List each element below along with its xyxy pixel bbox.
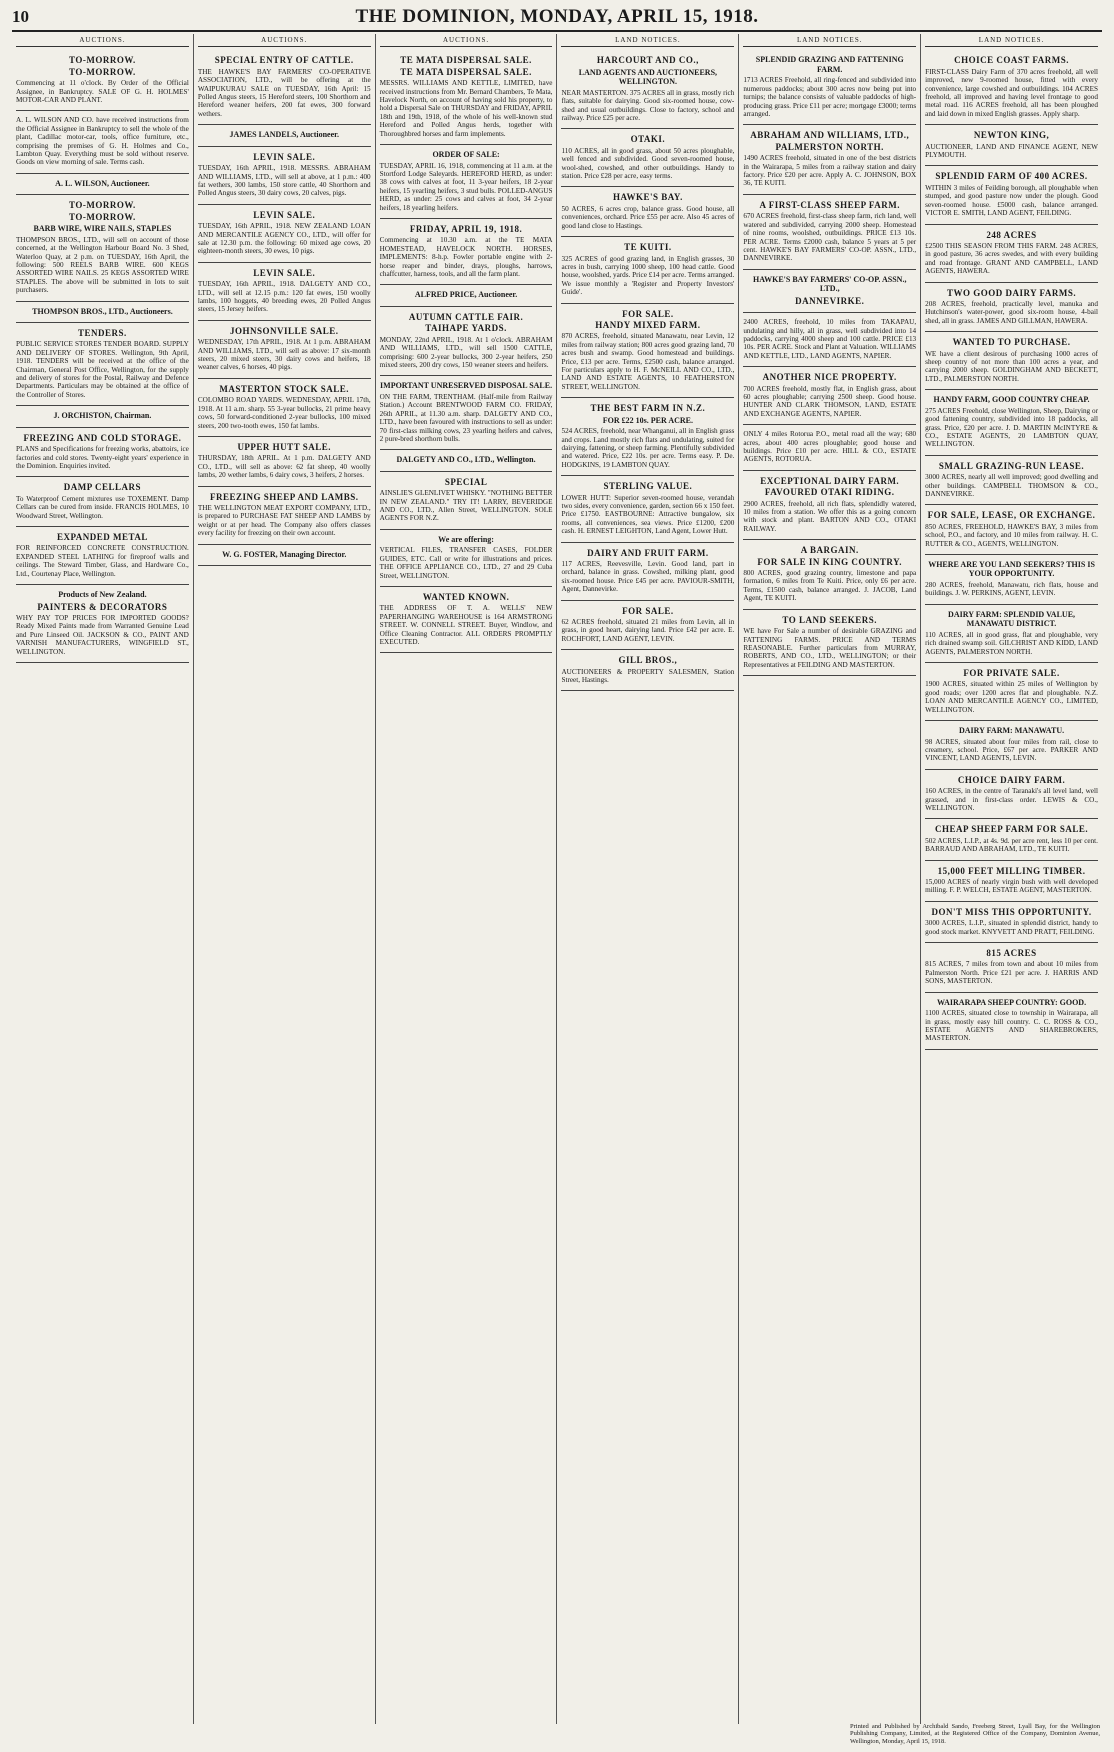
ad-heading: TO-MORROW.	[69, 200, 136, 211]
ad-heading: FOR SALE IN KING COUNTRY.	[757, 556, 903, 567]
advertisement	[925, 332, 1098, 390]
ad-body: AINSLIE'S GLENLIVET WHISKY. "NOTHING BETTER IN NEW ZEALAND." TRY IT! LARRY, BEVERIDGE AND CO., LTD., Allen Street, WELLINGTON. SOLE AGENTS FOR N.Z.	[379, 489, 553, 523]
advertisement	[16, 428, 189, 478]
ad-body: 700 ACRES freehold, mostly flat, in English grass, about 60 acres ploughable; carrying 2500 sheep. Good house. HUNTER AND CLARK THOMSON, LAND, ESTATE AND EXCHANGE AGENTS, NAPIER.	[743, 384, 917, 418]
ad-body: 502 ACRES, L.I.P., at 4s. 9d. per acre rent, less 10 per cent. BARRAUD AND ABRAHAM, LTD., TE KUITI.	[925, 836, 1098, 854]
advertisement	[925, 505, 1098, 555]
ad-heading: HAWKE'S BAY.	[612, 192, 683, 203]
advertisement	[925, 283, 1098, 333]
ad-heading: A. L. WILSON, Auctioneer.	[55, 178, 150, 188]
advertisement	[743, 367, 916, 425]
ad-heading: BARB WIRE, WIRE NAILS, STAPLES	[33, 224, 172, 234]
ad-heading: A FIRST-CLASS SHEEP FARM.	[759, 199, 900, 210]
advertisement	[380, 587, 553, 653]
advertisement	[561, 237, 734, 303]
ad-heading: PALMERSTON NORTH.	[775, 141, 884, 152]
advertisement	[16, 323, 189, 406]
advertisement	[925, 993, 1098, 1050]
ad-body: 325 ACRES of good grazing land, in English grasses, 30 acres in bush, carrying 1000 sheep, 100 head cattle. Good house, woolshed, yards. Price £14 per acre. Terms arranged. We issue monthly a 'Register and Property Investors' Guide'.	[561, 254, 735, 297]
ad-body: 870 ACRES, freehold, situated Manawatu, near Levin, 12 miles from railway station; 800 acres good grazing land, 70 acres bush and swamp. Good homestead and buildings. Price, £13 per acre. Terms, £2500 cash, balance arranged. For particulars apply to H. F. McNEILL AND CO., LTD., LAND AND ESTATE AGENTS, 10 FEATHERSTON STREET, WELLINGTON.	[561, 332, 735, 391]
ad-body: WE have a client desirous of purchasing 1000 acres of sheep country of not more than 100 acres a year, and carrying 2000 sheep. GOLDINGHAM AND BECKETT, LTD., PALMERSTON NORTH.	[925, 349, 1098, 383]
advertisement	[743, 540, 916, 609]
advertisement	[925, 770, 1098, 820]
ad-body: 1713 ACRES Freehold, all ring-fenced and subdivided into numerous paddocks; about 300 acres now being put into turnips; the balance consists of valuable paddocks of high-producing grass. Price £11 per acre; mortgage £3000; terms arranged.	[743, 76, 917, 119]
ad-body: TUESDAY, 16th APRIL, 1918. NEW ZEALAND LOAN AND MERCANTILE AGENCY CO., LTD., will offer for sale at 12.30 p.m. the following: 60 mixed age cows, 20 eighteen-month steers, 30 ewes, 10 pigs.	[197, 222, 371, 256]
advertisement	[198, 125, 371, 147]
ad-heading: WHERE ARE YOU LAND SEEKERS? THIS IS YOUR OPPORTUNITY.	[928, 559, 1095, 579]
section-heading: AUCTIONS.	[380, 34, 553, 47]
advertisement	[16, 174, 189, 196]
ad-heading: TE KUITI.	[624, 242, 672, 253]
ad-heading: DANNEVIRKE.	[795, 295, 865, 306]
ad-body: LOWER HUTT: Superior seven-roomed house, verandah two sides, every convenience, garden, section 66 x 150 feet. Price £1750. EASTBOURNE: Attractive bungalow, six rooms, all conveniences, sea views. Price £1200, £200 cash. H. ERNEST LEIGHTON, Land Agent, Lower Hutt.	[561, 493, 735, 536]
advertisement	[925, 225, 1098, 283]
ad-heading: CHEAP SHEEP FARM FOR SALE.	[935, 824, 1089, 835]
ad-body: 280 ACRES, freehold, Manawatu, rich flats, house and buildings. J. W. PERKINS, AGENT, LEVIN.	[925, 580, 1098, 598]
ad-body: 2400 ACRES, freehold, 10 miles from TAKAPAU, undulating and hilly, all in grass, well subdivided into 14 paddocks, carrying 4000 sheep and 100 cattle. PRICE £13 10s. PER ACRE. Stock and Plant at Valuation. WILLIAMS AND KETTLE, LTD., LAND AGENTS, NAPIER.	[743, 318, 917, 360]
ad-body: MONDAY, 22nd APRIL, 1918. At 1 o'clock. ABRAHAM AND WILLIAMS, LTD., will sell 1500 CATTLE, comprising: 600 2-year bullocks, 300 2-year heifers, 250 mixed steers, 200 dry cows, 150 weaner steers and heifers.	[379, 335, 553, 369]
ad-body: To Waterproof Cement mixtures use TOXEMENT. Damp Cellars can be cured from inside. FRANCIS HOLMES, 10 Woodward Street, Wellington.	[16, 494, 189, 520]
ad-heading: EXCEPTIONAL DAIRY FARM.	[760, 475, 900, 486]
ad-body: 1100 ACRES, situated close to township in Wairarapa, all in grass, mostly easy hill country. C. C. ROSS & CO., ESTATE AGENTS AND SHAREBROKERS, MASTERTON.	[925, 1009, 1098, 1043]
ad-heading: LAND AGENTS AND AUCTIONEERS, WELLINGTON.	[578, 67, 718, 87]
advertisement	[380, 530, 553, 587]
ad-heading: A BARGAIN.	[800, 545, 859, 556]
section-heading: AUCTIONS.	[198, 34, 371, 47]
ad-heading: DON'T MISS THIS OPPORTUNITY.	[931, 906, 1092, 917]
advertisement	[561, 543, 734, 601]
ad-heading: AUTUMN CATTLE FAIR.	[408, 311, 524, 322]
column-3	[376, 34, 558, 1724]
advertisement	[561, 476, 734, 542]
ad-heading: DAMP CELLARS	[63, 482, 142, 493]
imprint: Printed and Published by Archibald Sando, Freeberg Street, Lyall Bay, for the Wellington Publishing Company, Limited, at the Registered Office of the Company, Dominion Avenue, Wellington, Monday, April 15, 1918.	[850, 1722, 1100, 1746]
ad-body: 1490 ACRES freehold, situated in one of the best districts in the Wairarapa, 5 miles from a railway station and dairy factory. Price £20 per acre. Apply A. C. JOHNSON, BOX 36, TE KUITI.	[743, 154, 917, 188]
ad-body: 110 ACRES, all in good grass, about 50 acres ploughable, well fenced and subdivided. Good seven-roomed house, wool-shed, cowshed, and other outbuildings. Handy to station. Price £28 per acre, easy terms.	[561, 146, 735, 181]
ad-heading: JOHNSONVILLE SALE.	[229, 325, 339, 336]
masthead	[12, 6, 1102, 32]
advertisement	[925, 50, 1098, 125]
advertisement	[16, 406, 189, 428]
ad-heading: DAIRY FARM: MANAWATU.	[958, 726, 1065, 736]
ad-heading: HANDY FARM, GOOD COUNTRY CHEAP.	[933, 395, 1090, 405]
ad-heading: 15,000 FEET MILLING TIMBER.	[937, 865, 1086, 876]
advertisement	[561, 650, 734, 691]
advertisement	[743, 610, 916, 676]
ad-heading: WANTED KNOWN.	[422, 591, 510, 602]
advertisement	[198, 545, 371, 567]
section-heading: LAND NOTICES.	[743, 34, 916, 47]
ad-heading: OTAKI.	[630, 134, 666, 145]
advertisement	[16, 50, 189, 111]
advertisement	[925, 861, 1098, 902]
advertisement	[743, 471, 916, 540]
ad-body: ONLY 4 miles Rotorua P.O., metal road all the way; 680 acres, about 400 acres ploughable; good house and buildings. Price £10 per acre. HILL & CO., ESTATE AGENTS, ROTORUA.	[743, 430, 917, 464]
ad-heading: FOR £22 10s. PER ACRE.	[602, 415, 694, 425]
advertisement	[925, 555, 1098, 605]
ad-body: 3000 ACRES, L.I.P., situated in splendid district, handy to good stock market. KNYVETT AND PRATT, FEILDING.	[925, 919, 1098, 936]
ad-heading: W. G. FOSTER, Managing Director.	[222, 549, 347, 559]
ad-body: 670 ACRES freehold, first-class sheep farm, rich land, well watered and subdivided, carrying 2000 sheep. Homestead of nine rooms, woolshed, outbuildings. PRICE £13 10s. PER ACRE. Terms £2000 cash, balance 5 years at 5 per cent. HAWKE'S BAY FARMERS' CO-OP. ASSN., LTD., DANNEVIRKE.	[743, 212, 917, 263]
advertisement	[380, 450, 553, 472]
section-heading: LAND NOTICES.	[925, 34, 1098, 47]
advertisement	[925, 663, 1098, 721]
ad-heading: ALFRED PRICE, Auctioneer.	[414, 290, 518, 300]
ad-body: FOR REINFORCED CONCRETE CONSTRUCTION. EXPANDED STEEL LATHING for fireproof walls and ceilings. The Steward Timber, Glass, and Hardware Co., Ltd., Courtenay Place, Wellington.	[16, 544, 189, 578]
ad-body: PLANS and Specifications for freezing works, abattoirs, ice factories and cold stores. Twenty-eight years' experience in the Dominion. Enquiries invited.	[16, 445, 189, 470]
ad-body: PUBLIC SERVICE STORES TENDER BOARD. SUPPLY AND DELIVERY OF STORES. Wellington, 9th April, 1918. TENDERS will be received at the office of the Chairman, General Post Office, Wellington, for the supply and delivery of stores for the Postal, Railway and Defence Departments. Particulars may be obtained at the office of the Controller of Stores.	[16, 340, 189, 399]
advertisement	[198, 379, 371, 437]
section-heading: AUCTIONS.	[16, 34, 189, 47]
ad-body: AUCTIONEER, LAND AND FINANCE AGENT, NEW PLYMOUTH.	[925, 142, 1098, 160]
ad-heading: CHOICE COAST FARMS.	[954, 55, 1070, 66]
column-1	[12, 34, 194, 1724]
ad-heading: DAIRY AND FRUIT FARM.	[587, 547, 709, 558]
advertisement	[743, 313, 916, 367]
advertisement	[198, 147, 371, 205]
ad-heading: TE MATA DISPERSAL SALE.	[400, 66, 532, 77]
ad-body: 2900 ACRES, freehold, all rich flats, splendidly watered, 10 miles from a station. We offer this as a going concern with stock and plant. BARTON AND CO., OTAKI RAILWAY.	[743, 499, 917, 533]
ad-heading: DAIRY FARM: SPLENDID VALUE, MANAWATU DISTRICT.	[948, 609, 1076, 629]
advertisement	[743, 270, 916, 313]
ad-heading: WANTED TO PURCHASE.	[952, 337, 1071, 348]
ad-heading: FRIDAY, APRIL 19, 1918.	[409, 224, 523, 234]
ad-body: WHY PAY TOP PRICES FOR IMPORTED GOODS? Ready Mixed Paints made from Warranted Genuine Lead and Pure Linseed Oil. JACKSON & CO., PAINT AND VARNISH MANUFACTURERS, WINGFIELD ST., WELLINGTON.	[16, 613, 189, 656]
ad-heading: ABRAHAM AND WILLIAMS, LTD.,	[750, 130, 910, 141]
ad-heading: HAWKE'S BAY FARMERS' CO-OP. ASSN., LTD.,	[753, 274, 907, 294]
advertisement	[380, 145, 553, 219]
ad-heading: TO LAND SEEKERS.	[782, 614, 878, 625]
advertisement	[198, 437, 371, 487]
ad-heading: NEWTON KING,	[973, 130, 1050, 141]
page-title: THE DOMINION, MONDAY, APRIL 15, 1918.	[355, 6, 759, 27]
ad-heading: MASTERTON STOCK SALE.	[219, 383, 350, 394]
ad-heading: FREEZING AND COLD STORAGE.	[23, 432, 182, 443]
ad-heading: CHOICE DAIRY FARM.	[957, 774, 1066, 785]
ad-heading: 248 ACRES	[986, 229, 1037, 240]
ad-body: FIRST-CLASS Dairy Farm of 370 acres freehold, all well improved, new 9-roomed house, fitted with every convenience, large cowshed and outbuildings. 104 ACRES freehold, all improved and having level frontage to good metal road. 116 ACRES freehold, all has been ploughed and laid down in mixed English grasses. Apply sharp.	[925, 67, 1098, 118]
ad-body: THE HAWKE'S BAY FARMERS' CO-OPERATIVE ASSOCIATION, LTD., will be offering at the WAIPUKURAU SALE on TUESDAY, 16th April: 15 Polled Angus steers, 15 Hereford steers, 100 Shorthorn and Hereford weaner heifers, 200 fat ewes, 300 forward wethers.	[197, 67, 371, 118]
advertisement	[16, 527, 189, 585]
ad-body: 208 ACRES, freehold, practically level, manuka and Hutchinson's water-power, good six-room house, 4-bail shed, all in grass. JAMES AND GILLMAN, HAWERA.	[925, 299, 1098, 325]
advertisement	[925, 125, 1098, 166]
ad-heading: TO-MORROW.	[69, 55, 136, 66]
advertisement	[925, 943, 1098, 993]
ad-heading: TAIHAPE YARDS.	[425, 323, 507, 334]
ad-body: VERTICAL FILES, TRANSFER CASES, FOLDER GUIDES, ETC. Call or write for illustrations and prices. THE OFFICE APPLIANCE CO., LTD., 27 and 29 Cuba Street, WELLINGTON.	[379, 546, 553, 580]
ad-heading: SMALL GRAZING-RUN LEASE.	[938, 460, 1085, 471]
ad-body: WE have For Sale a number of desirable GRAZING and FATTENING FARMS. PRICE AND TERMS REASONABLE. Further particulars from MURRAY, ROBERTS, AND CO., LTD., WELLINGTON; or their Representatives at FEILDING AND MASTERTON.	[743, 627, 917, 669]
section-heading: LAND NOTICES.	[561, 34, 734, 47]
ad-heading: EXPANDED METAL	[56, 532, 148, 543]
ad-heading: ANOTHER NICE PROPERTY.	[762, 372, 897, 383]
advertisement	[380, 376, 553, 450]
ad-heading: SPLENDID FARM OF 400 ACRES.	[935, 171, 1088, 182]
ad-heading: WAIRARAPA SHEEP COUNTRY: GOOD.	[937, 997, 1087, 1007]
ad-body: WITHIN 3 miles of Feilding borough, all ploughable when stumped, and good pasture now under the plough. Good seven-roomed house. £5000 cash, balance arranged. VICTOR E. SMITH, LAND AGENT, FEILDING.	[925, 183, 1098, 218]
advertisement	[380, 50, 553, 145]
advertisement	[561, 50, 734, 129]
ad-body: 98 ACRES, situated about four miles from rail, close to creamery, school. Price, £67 per acre. PARKER AND VINCENT, LAND AGENTS, LEVIN.	[925, 737, 1098, 763]
advertisement	[925, 456, 1098, 506]
advertisement	[16, 111, 189, 173]
ad-heading: FREEZING SHEEP AND LAMBS.	[209, 491, 359, 502]
ad-body: ON THE FARM, TRENTHAM. (Half-mile from Railway Station.) Account BRENTWOOD FARM CO. FRIDAY, 26th APRIL, at 11.30 a.m. sharp. DALGETY AND CO., LTD., have been favoured with instructions to sell as under: 70 first-class milking cows, 23 yearling heifers and calves, 2 pure-bred shorthorn bulls.	[379, 392, 553, 443]
ad-body: A. L. WILSON AND CO. have received instructions from the Official Assignee in Bankruptcy to sell the whole of the plant, Cadillac motor-car, tools, office furniture, etc., comprising the premises of G. H. Holmes and Co., Lambton Quay. Everything must be sold without reserve. Goods on view morning of sale. Terms cash.	[16, 116, 189, 167]
ad-heading: ORDER OF SALE:	[432, 150, 500, 160]
advertisement	[198, 487, 371, 545]
ad-body: NEAR MASTERTON. 375 ACRES all in grass, mostly rich flats, suitable for dairying. Good six-roomed house, cow-shed and usual outbuildings. Close to factory, school and railway. Price £25 per acre.	[561, 88, 735, 123]
ad-heading: FOR SALE.	[622, 605, 674, 616]
ad-heading: LEVIN SALE.	[253, 267, 316, 278]
column-2	[194, 34, 376, 1724]
ad-body: 524 ACRES, freehold, near Whanganui, all in English grass and crops. Land mostly rich flats and undulating, suited for dairying, fattening, or sheep farming. Plentifully subdivided and watered. Price, £22 10s. per acre. Terms easy. P. De. HODGKINS, 19 LAMBTON QUAY.	[561, 427, 735, 469]
advertisement	[561, 398, 734, 476]
ad-heading: DALGETY AND CO., LTD., Wellington.	[396, 455, 536, 465]
advertisement	[925, 390, 1098, 456]
ad-heading: TE MATA DISPERSAL SALE.	[400, 55, 532, 66]
ad-heading: We are offering:	[438, 534, 494, 544]
advertisement	[925, 902, 1098, 943]
ad-heading: Products of New Zealand.	[58, 590, 147, 600]
ad-body: THE WELLINGTON MEAT EXPORT COMPANY, LTD., is prepared to PURCHASE FAT SHEEP AND LAMBS by weight or at per head. The Company also offers classes every facility for freezing on their own account.	[197, 503, 371, 538]
ad-heading: 815 ACRES	[986, 948, 1037, 959]
ad-heading: SPECIAL ENTRY OF CATTLE.	[214, 55, 354, 66]
ad-body: 275 ACRES Freehold, close Wellington, Sheep, Dairying or good fattening country, subdivided into 18 paddocks, all grass. Price, £20 per acre. J. D. MARTIN McINTYRE & CO., ESTATE AGENTS, 20 LAMBTON QUAY, WELLINGTON.	[925, 406, 1098, 449]
ad-body: THOMPSON BROS., LTD., will sell on account of those concerned, at the Wellington Harbour Board No. 3 Shed, Waterloo Quay, at 2 p.m. on TUESDAY, 16th April, the following: 500 REELS BARB WIRE. 600 KEGS ASSORTED WIRE NAILS. 25 KEGS ASSORTED WIRE STAPLES. The above will be submitted in lots to suit purchasers.	[16, 235, 189, 295]
advertisement	[743, 195, 916, 270]
ad-heading: IMPORTANT UNRESERVED DISPOSAL SALE.	[380, 381, 553, 391]
columns	[12, 34, 1102, 1724]
advertisement	[198, 263, 371, 321]
ad-heading: JAMES LANDELS, Auctioneer.	[229, 130, 339, 140]
ad-body: COLOMBO ROAD YARDS. WEDNESDAY, APRIL 17th, 1918. At 11 a.m. sharp. 55 3-year bullocks, 21 prime heavy cows, 50 forward-conditioned 2-year bullocks, 100 mixed steers, 200 two-tooth ewes, 150 fat lambs.	[197, 396, 371, 430]
ad-heading: SPLENDID GRAZING AND FATTENING FARM.	[755, 55, 904, 74]
column-5	[739, 34, 921, 1724]
ad-body: AUCTIONEERS & PROPERTY SALESMEN, Station Street, Hastings.	[561, 667, 735, 685]
ad-body: 117 ACRES, Reevesville, Levin. Good land, part in orchard, balance in grass. Cowshed, milking plant, good six-roomed house. Price £45 per acre. PAVIOUR-SMITH, Agent, Dannevirke.	[561, 559, 735, 594]
ad-heading: FOR SALE, LEASE, OR EXCHANGE.	[927, 510, 1096, 521]
advertisement	[198, 321, 371, 379]
advertisement	[925, 721, 1098, 770]
advertisement	[561, 601, 734, 651]
ad-heading: STERLING VALUE.	[603, 481, 693, 492]
ad-body: 800 ACRES, good grazing country, limestone and papa formation, 6 miles from Te Kuiti. Price, only £6 per acre. Terms, £1500 cash, balance arranged. J. JACOB, Land Agent, TE KUITI.	[743, 569, 917, 603]
advertisement	[380, 307, 553, 376]
ad-heading: SPECIAL	[444, 476, 488, 487]
ad-body: 110 ACRES, all in good grass, flat and ploughable, very rich drained swamp soil. GILCHRIST AND KIDD, LAND AGENTS, PALMERSTON NORTH.	[925, 630, 1098, 656]
ad-heading: THOMPSON BROS., LTD., Auctioneers.	[32, 306, 173, 316]
advertisement	[198, 205, 371, 263]
ad-heading: HARCOURT AND CO.,	[596, 55, 699, 66]
ad-body: 850 ACRES, FREEHOLD, HAWKE'S BAY, 3 miles from school, P.O., and factory, and 10 miles from railway. H. C. RUTTER & CO., AGENTS, WELLINGTON.	[925, 522, 1098, 548]
page-number: 10	[12, 7, 29, 26]
advertisement	[16, 585, 189, 663]
ad-body: £2500 THIS SEASON FROM THIS FARM. 248 ACRES, in good pasture, 36 acres swedes, and with every building and road frontage. GRANT AND CAMPBELL, LAND AGENTS, HAWERA.	[925, 241, 1098, 276]
advertisement	[561, 187, 734, 237]
column-6	[921, 34, 1102, 1724]
ad-body: 50 ACRES, 6 acres crop, balance grass. Good house, all conveniences, orchard. Price £55 per acre. Also 45 acres of good land close to Hastings.	[561, 204, 735, 230]
ad-body: THE ADDRESS OF T. A. WELLS' NEW PAPERHANGING WAREHOUSE is 164 ARMSTRONG STREET. W. CONNELL STREET. Buyer, Windlow, and Office Cleaning Contractor. ALL ORDERS PROMPTLY EXECUTED.	[379, 604, 553, 646]
advertisement	[380, 219, 553, 285]
ad-body: TUESDAY, 16th APRIL, 1918. DALGETY AND CO., LTD., will sell at 12.15 p.m.: 120 fat ewes, 150 woolly lambs, 100 hoggets, 40 breeding ewes, 20 Polled Angus steers, 15 Jersey heifers.	[197, 280, 371, 314]
ad-body: 1900 ACRES, situated within 25 miles of Wellington by good roads; over 1200 acres flat and ploughable. N.Z. LOAN AND MERCANTILE AGENCY CO., LIMITED, WELLINGTON.	[925, 680, 1098, 714]
ad-heading: TO-MORROW.	[69, 211, 136, 222]
advertisement	[561, 304, 734, 399]
advertisement	[16, 195, 189, 301]
ad-body: Commencing at 10.30 a.m. at the TE MATA HOMESTEAD, HAVELOCK NORTH. HORSES, IMPLEMENTS: 8-h.p. Fowler portable engine with 2-horse reaper and binder, drays, ploughs, harrows, chaffcutter, harness, tools, and all the farm plant.	[379, 236, 553, 279]
advertisement	[16, 477, 189, 527]
advertisement	[925, 819, 1098, 860]
ad-body: 160 ACRES, in the centre of Taranaki's all level land, well grassed, and in first-class order. LEWIS & CO., WELLINGTON.	[925, 787, 1098, 812]
ad-heading: LEVIN SALE.	[253, 151, 316, 162]
column-4	[557, 34, 739, 1724]
ad-heading: UPPER HUTT SALE.	[237, 441, 332, 452]
ad-body: Commencing at 11 o'clock. By Order of the Official Assignee, in Bankruptcy. SALE OF G. H. HOLMES' MOTOR-CAR AND PLANT.	[16, 79, 189, 105]
ad-heading: THE BEST FARM IN N.Z.	[590, 403, 706, 414]
ad-body: TUESDAY, APRIL 16, 1918, commencing at 11 a.m. at the Stortford Lodge Saleyards. HEREFORD HERD, as under: 38 cows with calves at foot, 11 3-year heifers, 18 2-year heifers, 15 yearling heifers, 3 stud bulls. POLLED-ANGUS HERD, as under: 25 cows and calves at foot, 34 2-year heifers, 18 yearling heifers.	[379, 161, 553, 212]
ad-heading: LEVIN SALE.	[253, 209, 316, 220]
ad-heading: TO-MORROW.	[69, 66, 136, 77]
advertisement	[380, 472, 553, 530]
ad-body: MESSRS. WILLIAMS AND KETTLE, LIMITED, have received instructions from Mr. Bernard Chambers, Te Mata, Havelock North, on account of having sold his property, to hold a Dispersal Sale on THURSDAY and FRIDAY, APRIL 18th and 19th, 1918, of the whole of his well-known stud Hereford and Polled Angus herds, together with Thoroughbred horses and farm implements.	[379, 79, 553, 138]
advertisement	[16, 302, 189, 324]
advertisement	[925, 605, 1098, 663]
advertisement	[380, 285, 553, 307]
ad-heading: FAVOURED OTAKI RIDING.	[764, 487, 895, 498]
ad-heading: TWO GOOD DAIRY FARMS.	[946, 287, 1077, 298]
ad-body: 3000 ACRES, nearly all well improved; good dwelling and other buildings. CAMPBELL THOMSON & CO., DANNEVIRKE.	[925, 473, 1098, 498]
ad-heading: J. ORCHISTON, Chairman.	[53, 411, 152, 421]
advertisement	[743, 425, 916, 471]
ad-heading: FOR SALE.	[622, 308, 674, 319]
advertisement	[743, 50, 916, 125]
ad-body: 815 ACRES, 7 miles from town and about 10 miles from Palmerston North. Price £21 per acre. J. HARRIS AND SONS, MASTERTON.	[925, 960, 1098, 986]
ad-body: WEDNESDAY, 17th APRIL, 1918. At 1 p.m. ABRAHAM AND WILLIAMS, LTD., will sell as above: 17 six-month steers, 20 mixed steers, 30 dairy cows and heifers, 18 weaner calves, 6 horses, 40 pigs.	[197, 338, 371, 372]
ad-body: TUESDAY, 16th APRIL, 1918. MESSRS. ABRAHAM AND WILLIAMS, LTD., will sell at above, at 1 p.m.: 400 fat wethers, 300 lambs, 150 store cattle, 40 Shorthorn and Polled Angus steers, 30 dairy cows, 20 calves, pigs.	[197, 164, 371, 198]
advertisement	[561, 129, 734, 187]
advertisement	[925, 166, 1098, 224]
ad-body: 62 ACRES freehold, situated 21 miles from Levin, all in grass, in good heart, dairying land. Price £42 per acre. E. ROCHFORT, LAND AGENT, LEVIN.	[561, 618, 735, 643]
ad-body: THURSDAY, 18th APRIL. At 1 p.m. DALGETY AND CO., LTD., will sell as above: 62 fat sheep, 40 woolly lambs, 20 wether lambs, 6 dairy cows, 3 heifers, 2 horses.	[197, 454, 371, 480]
ad-heading: FOR PRIVATE SALE.	[963, 668, 1060, 678]
ad-heading: GILL BROS.,	[618, 655, 678, 666]
ad-heading: HANDY MIXED FARM.	[595, 319, 701, 330]
ad-body: 15,000 ACRES of nearly virgin bush with well developed milling. F. P. WELCH, ESTATE AGENT, MASTERTON.	[925, 878, 1098, 895]
advertisement	[198, 50, 371, 125]
advertisement	[743, 125, 916, 194]
ad-heading: PAINTERS & DECORATORS	[37, 601, 168, 612]
ad-heading: TENDERS.	[78, 328, 127, 339]
